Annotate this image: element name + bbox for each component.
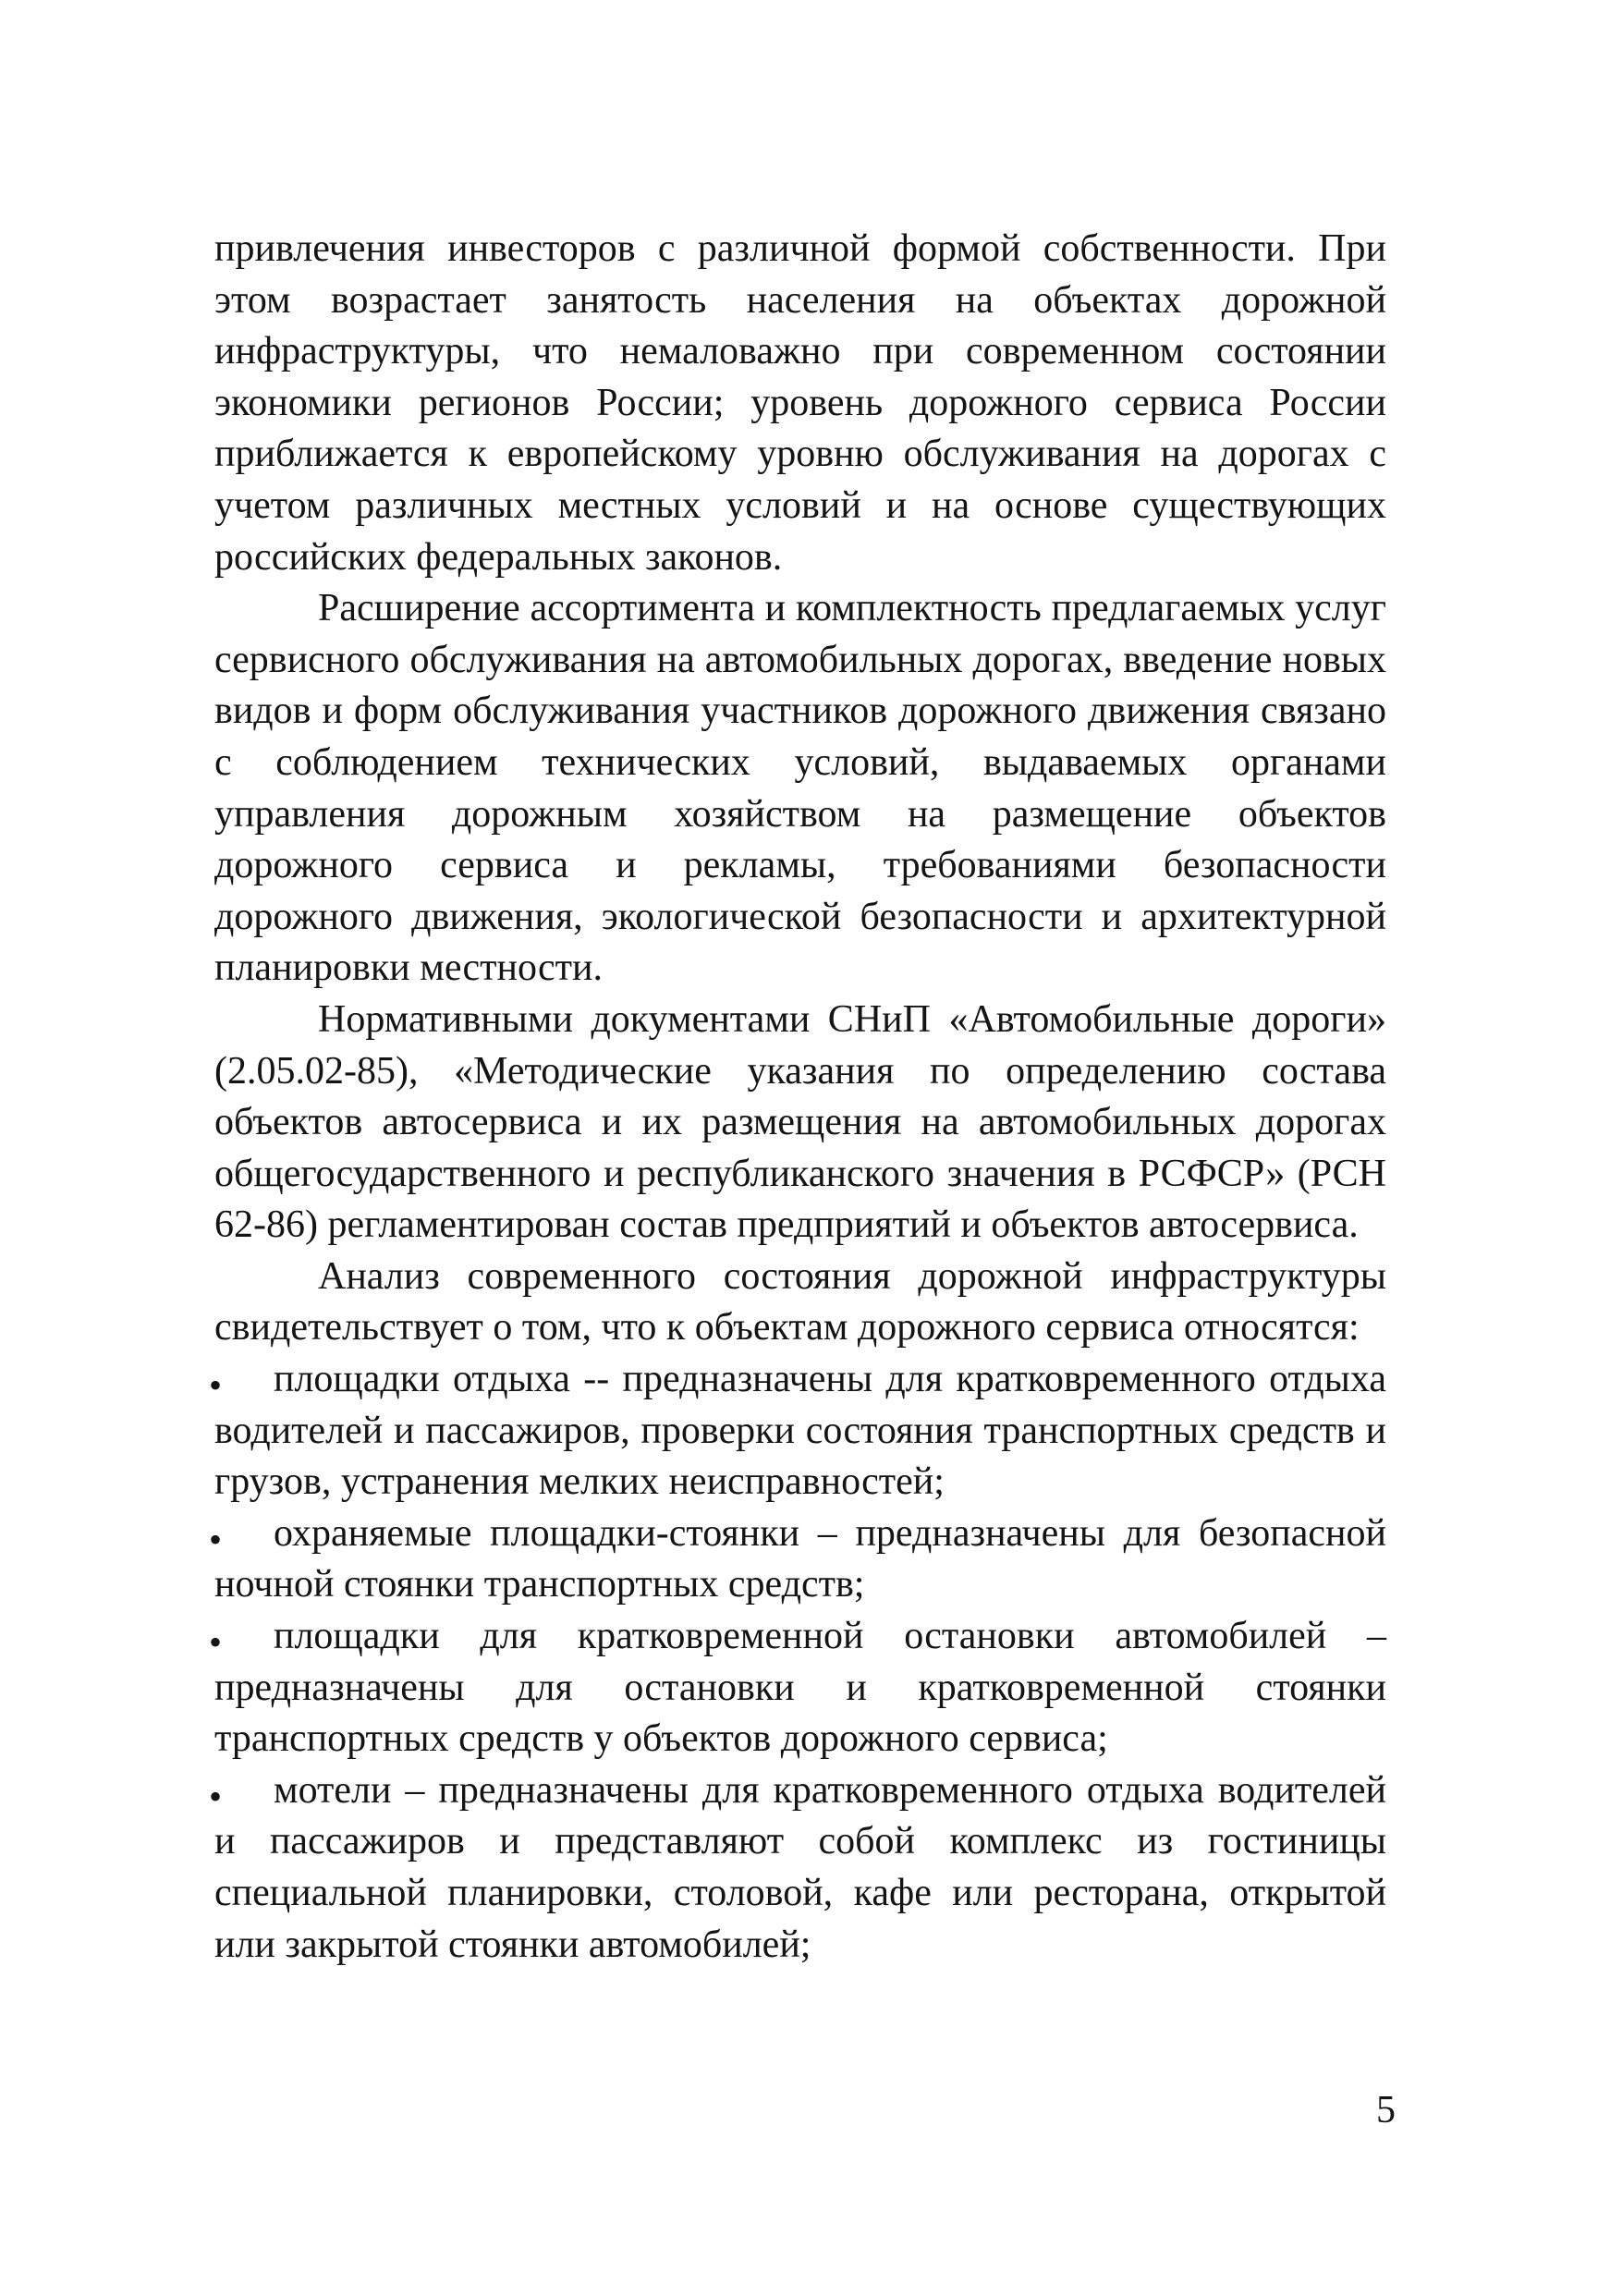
list-item-text: площадки отдыха -- предназначены для кратковременного отдыха водителей и пассажиров, проверки состояния транспортных средств и грузов, устранения мелких неисправностей; — [214, 1358, 1386, 1504]
list-item-text: площадки для кратковременной остановки автомобилей – предназначены для остановки и кратковременной стоянки транспортных средств у объектов дорожного сервиса; — [214, 1615, 1386, 1761]
page-number: 5 — [1376, 2089, 1396, 2131]
list-item-motels: • мотели – предназначены для кратковременного отдыха водителей и пассажиров и представляют собой комплекс из гостиницы специальной планировки, столовой, кафе или ресторана, открытой или закрытой стоянки автомобилей; — [209, 1768, 1386, 1966]
list-item-text: охраняемые площадки-стоянки – предназначены для безопасной ночной стоянки транспортных средств; — [214, 1511, 1386, 1606]
body-text — [209, 224, 1386, 1971]
list-item-rest-areas: • площадки отдыха -- предназначены для кратковременного отдыха водителей и пассажиров, проверки состояния транспортных средств и грузов, устранения мелких неисправностей; — [209, 1358, 1386, 1504]
paragraph-analysis: Анализ современного состояния дорожной инфраструктуры свидетельствует о том, что к объектам дорожного сервиса относятся: — [214, 1254, 1386, 1350]
paragraph-assortment: Расширение ассортимента и комплектность предлагаемых услуг сервисного обслуживания на автомобильных дорогах, введение новых видов и форм обслуживания участников дорожного движения связано с соблюдением технических условий, выдаваемых органами управления дорожным хозяйством на размещение объектов дорожного сервиса и рекламы, требованиями безопасности дорожного движения, экологической безопасности и архитектурной планировки местности. — [214, 587, 1386, 990]
list-item-text: мотели – предназначены для кратковременного отдыха водителей и пассажиров и представляют собой комплекс из гостиницы специальной планировки, столовой, кафе или ресторана, открытой или закрытой стоянки автомобилей; — [214, 1768, 1386, 1966]
list-item-short-stop-areas: • площадки для кратковременной остановки автомобилей – предназначены для остановки и кратковременной стоянки транспортных средств у объектов дорожного сервиса; — [209, 1615, 1386, 1761]
list-item-guarded-parking: • охраняемые площадки-стоянки – предназначены для безопасной ночной стоянки транспортных средств; — [209, 1511, 1386, 1606]
paragraph-normative-documents: Нормативными документами СНиП «Автомобильные дороги» (2.05.02-85), «Методические указания по определению состава объектов автосервиса и их размещения на автомобильных дорогах общегосударственного и республиканского значения в РСФСР» (РСН 62-86) регламентирован состав предприятий и объектов автосервиса. — [214, 997, 1386, 1247]
paragraph-continuation: привлечения инвесторов с различной формой собственности. При этом возрастает занятость населения на объектах дорожной инфраструктуры, что немаловажно при современном состоянии экономики регионов России; уровень дорожного сервиса России приближается к европейскому уровню обслуживания на дорогах с учетом различных местных условий и на основе существующих российских федеральных законов. — [214, 227, 1386, 579]
